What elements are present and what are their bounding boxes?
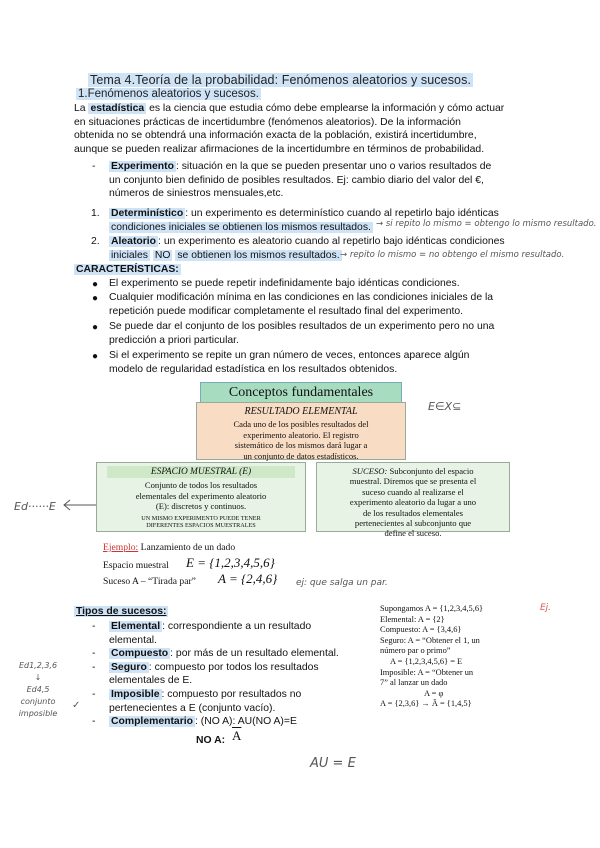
suceso-box: SUCESO: Subconjunto del espacio muestral. Diremos que se presenta el suceso cuando al realizarse el experimento aleatorio da lugar a uno de los resultados elementales pertenecientes al subconjunto que define el suceso. <box>316 462 510 532</box>
espacio-muestral-box: ESPACIO MUESTRAL (E) Conjunto de todos los resultados elementales del experimento aleatorio (E): discretos y continuos. UN MISMO EXPERIMENTO PUEDE TENER DIFERENTES ESPACIOS MUESTRALES <box>96 462 306 532</box>
concepts-header: Conceptos fundamentales <box>200 382 402 404</box>
handwritten-note-par: ej: que salga un par. <box>296 578 388 588</box>
caracteristicas-title: CARACTERÍSTICAS: <box>76 264 179 275</box>
check-icon: ✓ <box>72 700 81 711</box>
resultado-elemental-box: RESULTADO ELEMENTAL Cada uno de los posibles resultados del experimento aleatorio. El registro sistemático de los mismos dará lugar a un conjunto de datos estadísticos. <box>196 402 406 460</box>
handwritten-note-det: → si repito lo mismo = obtengo lo mismo resultado. <box>376 219 597 229</box>
page-title: Tema 4.Teoría de la probabilidad: Fenómenos aleatorios y sucesos. <box>90 73 472 87</box>
a-complement: $\overline{A}$ <box>232 728 242 743</box>
handwritten-note-ed: Ed······E <box>14 500 56 513</box>
term-estadistica: estadística <box>90 103 145 114</box>
espacio-muestral-label: Espacio muestral <box>103 560 169 571</box>
list-item: predicción a priori particular. <box>109 335 239 346</box>
list-item: Si el experimento se repite un gran número de veces, entonces aparece algún <box>109 350 470 361</box>
list-item: modelo de regularidad estadística en los resultados obtenidos. <box>109 364 398 375</box>
handwritten-margin-note: Ed1,2,3,6 ↓ Ed4,5 conjunto imposible <box>18 661 58 718</box>
list-item: repetición puede modificar completamente el resultado final del experimento. <box>109 306 464 317</box>
handwritten-tag: Ej. <box>540 603 552 613</box>
tipos-list: - Elemental : correspondiente a un resultado elemental. - Compuesto : por más de un resultado elemental. - Seguro : compuesto por todos los resultados elementales de E. - Imposible : compuesto por resultados no pertenecientes a E (conjunto vacío). - Complementario : (NO A): AU(NO A)=E <box>92 621 339 728</box>
experimento-definition: Experimento : situación en la que se pueden presentar uno o varios resultados de un conjunto bien definido de posibles resultados. Ej: cambio diario del valor del €, números de siniestros mensuales,etc. <box>109 161 492 200</box>
deterministico-definition: Determinístico : un experimento es determinístico cuando al repetirlo bajo idénticas condiciones iniciales se obtienen los mismos resultados. <box>111 208 499 233</box>
handwritten-union: AU = E <box>310 756 356 771</box>
example-line: Ejemplo: Lanzamiento de un dado <box>103 542 236 553</box>
list-item: El experimento se puede repetir indefinidamente bajo idénticas condiciones. <box>109 278 460 289</box>
suceso-label: Suceso A – “Tirada par” <box>103 576 196 587</box>
suceso-math: A = {2,4,6} <box>218 571 278 586</box>
tipos-example-box: Supongamos A = {1,2,3,4,5,6} Elemental: A = {2} Compuesto: A = {3,4,6} Seguro: A = “Obtener el 1, un número par o primo” A = {1,2,3,4,5,6} = E Imposible: A = “Obtener un 7” al lanzar un dado A = φ A = {2,3,6} → Ā = {1,4,5} <box>380 604 484 709</box>
aleatorio-definition: Aleatorio : un experimento es aleatorio cuando al repetirlo bajo idénticas condiciones iniciales NO se obtienen los mismos resultados. <box>111 236 505 261</box>
handwritten-note-ale: → repito lo mismo = no obtengo el mismo resultado. <box>340 250 565 260</box>
list-item: Se puede dar el conjunto de los posibles resultados de un experimento pero no una <box>109 321 495 332</box>
espacio-muestral-math: E = {1,2,3,4,5,6} <box>186 555 275 570</box>
arrow-icon <box>60 498 98 512</box>
tipos-title: Tipos de sucesos: <box>76 606 167 617</box>
section-subtitle: 1.Fenómenos aleatorios y sucesos. <box>78 88 259 100</box>
intro-paragraph: La estadística es la ciencia que estudia cómo debe emplearse la información y cómo actuar en situaciones prácticas de incertidumbre (fenómenos aleatorios). De la información obtenida no se obtendrá una información exacta de la población, existirá incertidumbre, aunque se pueden realizar afirmaciones de la incertidumbre en términos de probabilidad. <box>74 103 505 155</box>
list-item: Cualquier modificación mínima en las condiciones en las condiciones iniciales de la <box>109 292 494 303</box>
handwritten-note-e: E∈X⊆ <box>428 400 462 413</box>
no-a-label: NO A: <box>196 735 226 746</box>
